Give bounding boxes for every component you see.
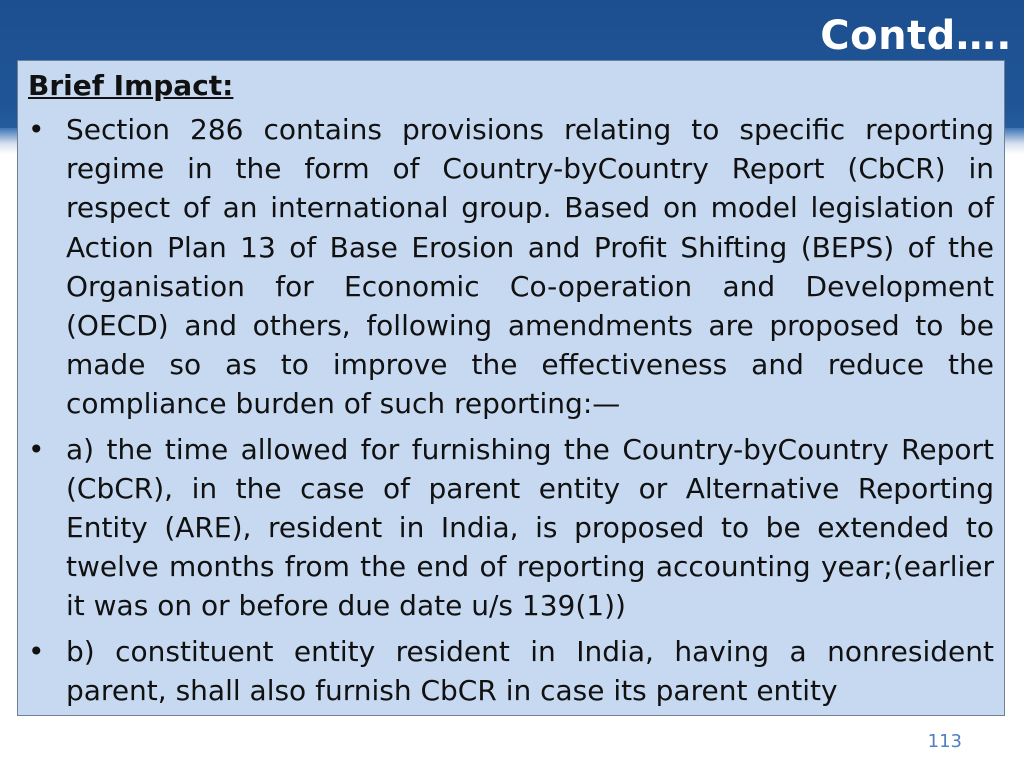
bullet-icon: • <box>28 634 45 668</box>
bullet-list <box>28 110 994 710</box>
bullet-icon: • <box>28 113 45 146</box>
bullet-text: Section 286 contains provisions relating to specific reporting regime in the form of Country-byCountry Report (CbCR) in respect of an international group. Based on model legislation of Action Plan 13 of Base Erosion and Profit Shifting (BEPS) of the Organisation for Economic Co-operation and Development (OECD) and others, following amendments are proposed to be made so as to improve the effectiveness and reduce the compliance burden of such reporting:— <box>66 113 994 421</box>
body-text <box>28 66 994 716</box>
bullet-item <box>28 430 994 626</box>
section-heading: Brief Impact: <box>28 69 234 102</box>
page-number: 113 <box>927 731 962 752</box>
bullet-icon: • <box>28 432 45 466</box>
bullet-item <box>28 632 994 710</box>
bullet-text: b) constituent entity resident in India, having a nonresident parent, shall also furnish CbCR in case its parent entity <box>66 634 994 707</box>
bullet-text: a) the time allowed for furnishing the Country-byCountry Report (CbCR), in the case of parent entity or Alternative Reporting Entity (ARE), resident in India, is proposed to be extended to twelve months from the end of reporting accounting year;(earlier it was on or before due date u/s 139(1)) <box>66 432 994 623</box>
bullet-item <box>28 110 994 424</box>
slide-title: Contd…. <box>820 13 1012 59</box>
